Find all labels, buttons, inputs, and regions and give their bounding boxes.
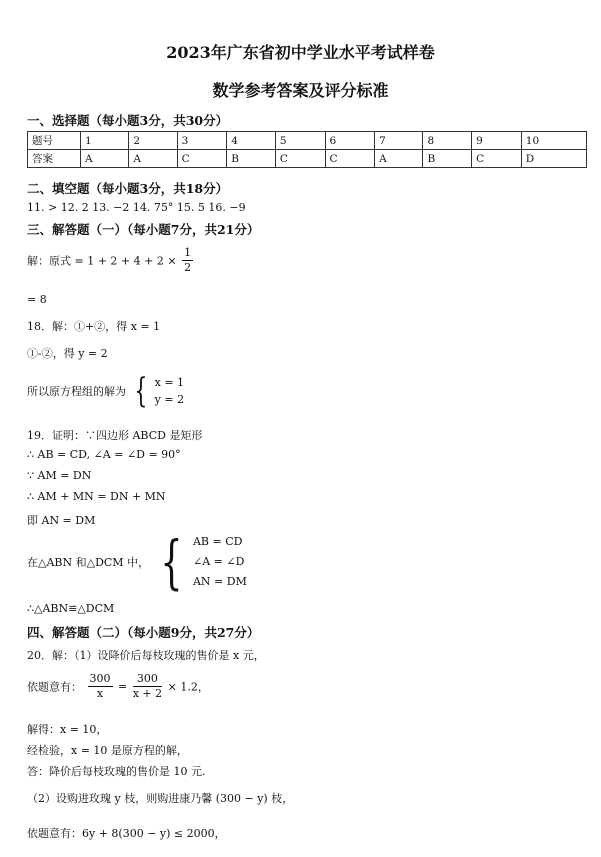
system-equation: AN = DM bbox=[192, 575, 247, 588]
table-cell: B bbox=[423, 150, 472, 168]
table-cell: 题号 bbox=[28, 132, 81, 150]
system-equation: ∠A = ∠D bbox=[192, 555, 245, 568]
q20-line-1: 20．解：（1）设降价后每枝玫瑰的售价是 x 元， bbox=[27, 649, 265, 662]
equals-sign: = bbox=[118, 680, 128, 693]
q20-line-7: 依题意有：6y + 8(300 − y) ≤ 2000， bbox=[27, 827, 226, 840]
table-cell: 2 bbox=[129, 132, 177, 150]
fraction-denominator: x bbox=[96, 687, 104, 700]
q19-line-3: ∵ AM = DN bbox=[27, 469, 92, 482]
table-cell: A bbox=[81, 150, 129, 168]
q18-system bbox=[27, 371, 185, 411]
q20-equation-suffix: × 1.2， bbox=[167, 680, 209, 694]
q20-line-4: 经检验，x = 10 是原方程的解， bbox=[27, 744, 188, 757]
table-cell: B bbox=[227, 150, 276, 168]
system-equation: y = 2 bbox=[154, 393, 185, 406]
q20-fraction-right bbox=[133, 672, 162, 701]
table-cell: C bbox=[325, 150, 375, 168]
fraction-denominator: 2 bbox=[184, 261, 192, 274]
q18-system-prefix: 所以原方程组的解为 bbox=[27, 385, 126, 398]
table-cell: 7 bbox=[375, 132, 423, 150]
table-cell: 6 bbox=[325, 132, 375, 150]
section-heading-solve-1: 三、解答题（一）（每小题7分，共21分） bbox=[27, 222, 260, 237]
table-cell: C bbox=[472, 150, 522, 168]
system-equation: x = 1 bbox=[154, 376, 185, 389]
table-cell: D bbox=[521, 150, 586, 168]
fraction-numerator: 300 bbox=[89, 672, 111, 685]
left-brace: { bbox=[133, 371, 147, 411]
q20-equation-prefix: 依题意有： bbox=[27, 680, 82, 694]
q17-expression bbox=[27, 246, 195, 275]
equation-system bbox=[193, 532, 247, 592]
fraction-denominator: x + 2 bbox=[132, 687, 163, 700]
table-cell: 5 bbox=[275, 132, 325, 150]
table-row bbox=[28, 132, 587, 150]
q20-equation bbox=[27, 672, 209, 701]
fraction-numerator: 1 bbox=[184, 246, 192, 259]
table-cell: 3 bbox=[177, 132, 227, 150]
q19-line-5: 即 AN = DM bbox=[27, 514, 96, 527]
q18-line-2: ①-②，得 y = 2 bbox=[27, 347, 108, 360]
q20-line-6: （2）设购进玫瑰 y 枝，则购进康乃馨 (300 − y) 枝， bbox=[27, 792, 294, 805]
section-heading-fill: 二、填空题（每小题3分，共18分） bbox=[27, 181, 229, 196]
q19-conclusion: ∴△ABN≌△DCM bbox=[27, 602, 115, 615]
q20-line-5: 答：降价后每枝玫瑰的售价是 10 元. bbox=[27, 765, 206, 778]
q17-prefix: 解：原式 = 1 + 2 + 4 + 2 × bbox=[27, 254, 177, 268]
answer-table bbox=[27, 131, 587, 168]
fill-answers: 11. > 12. 2 13. −2 14. 75° 15. 5 16. −9 bbox=[27, 201, 246, 214]
table-cell: 10 bbox=[521, 132, 586, 150]
equation-system bbox=[155, 374, 184, 408]
q20-line-3: 解得：x = 10， bbox=[27, 723, 108, 736]
table-cell: 答案 bbox=[28, 150, 81, 168]
system-equation: AB = CD bbox=[192, 535, 243, 548]
q19-system-prefix: 在△ABN 和△DCM 中， bbox=[27, 556, 150, 569]
document-title: 2023年广东省初中学业水平考试样卷 bbox=[166, 43, 435, 62]
table-cell: A bbox=[375, 150, 423, 168]
fraction-numerator: 300 bbox=[133, 672, 162, 687]
left-brace: { bbox=[159, 528, 183, 596]
table-cell: 8 bbox=[423, 132, 472, 150]
q19-line-4: ∴ AM + MN = DN + MN bbox=[27, 490, 166, 503]
q19-line-1: 19．证明：∵四边形 ABCD 是矩形 bbox=[27, 429, 203, 442]
table-cell: C bbox=[275, 150, 325, 168]
q20-fraction-left bbox=[88, 672, 113, 701]
q19-system bbox=[27, 528, 247, 596]
q19-line-2: ∴ AB = CD, ∠A = ∠D = 90° bbox=[27, 448, 181, 461]
q17-result: = 8 bbox=[27, 293, 47, 306]
section-heading-solve-2: 四、解答题（二）（每小题9分，共27分） bbox=[27, 625, 260, 640]
section-heading-choice: 一、选择题（每小题3分，共30分） bbox=[27, 113, 229, 128]
table-cell: A bbox=[129, 150, 177, 168]
q17-fraction bbox=[182, 246, 193, 275]
table-cell: 4 bbox=[227, 132, 276, 150]
table-cell: 1 bbox=[81, 132, 129, 150]
table-row bbox=[28, 150, 587, 168]
table-cell: C bbox=[177, 150, 227, 168]
q18-line-1: 18．解：①+②，得 x = 1 bbox=[27, 320, 161, 333]
document-subtitle: 数学参考答案及评分标准 bbox=[212, 81, 389, 100]
table-cell: 9 bbox=[472, 132, 522, 150]
